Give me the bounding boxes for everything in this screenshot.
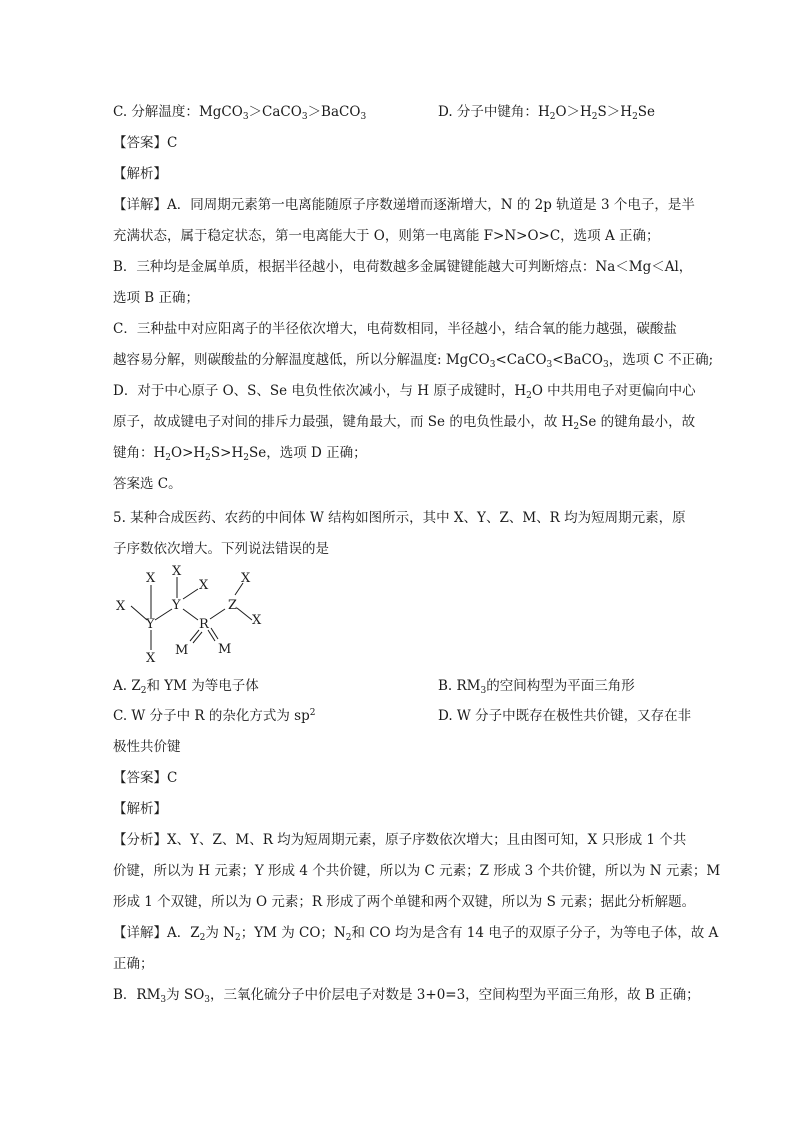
q5-analysis-heading: 【解析】 (113, 801, 167, 817)
q4-answer: 【答案】C (113, 135, 178, 151)
q5-fenxi-line3: 形成 1 个双键，所以为 O 元素；R 形成了两个单键和两个双键，所以为 S 元素；据此分析解题。 (113, 894, 696, 910)
bond-ylower-xleft (131, 606, 147, 620)
bond-yupper-r (183, 609, 198, 620)
q5-option-b: B. $RM_3$的空间构型为平面三角形 (438, 678, 635, 696)
q5-detail-b-line1: B．$RM_3$为 $SO_3$，三氧化硫分子中价层电子对数是 3+0=3，空间构型为平面三角形，故 B 正确； (113, 987, 700, 1005)
atom-m: M (175, 643, 189, 658)
q4-detail-c-line1: C．三种盐中对应阳离子的半径依次增大，电荷数相同，半径越小，结合氧的能力越强，碳酸盐 (113, 321, 677, 337)
q5-option-d-line2: 极性共价键 (113, 739, 181, 755)
q4-option-c: C. 分解温度：MgCO$_3$＞CaCO$_3$＞BaCO$_3$ (113, 104, 367, 122)
q4-detail-c-line2: 越容易分解，则碳酸盐的分解温度越低，所以分解温度: MgCO$_3$<CaCO$_3$<BaCO$_3$，选项 C 不正确; (113, 352, 714, 370)
atom-x: X (252, 613, 262, 628)
bond-z-xright (237, 608, 252, 620)
molecule-structure-diagram (113, 562, 273, 662)
q5-answer: 【答案】C (113, 770, 178, 786)
double-bond-r-mright-1 (208, 630, 215, 641)
atom-x: X (241, 571, 251, 586)
q5-fenxi-line1: 【分析】X、Y、Z、M、R 均为短周期元素，原子序数依次增大；且由图可知，X 只形成 1 个共 (113, 832, 687, 848)
q4-option-d: D. 分子中键角：$H_2O>H_2S>H_2Se$ (438, 104, 656, 122)
q4-detail-b-line1: B．三种均是金属单质，根据半径越小，电荷数越多金属键键能越大可判断熔点：Na＜Mg＜Al， (113, 259, 693, 275)
bond-r-z (210, 609, 225, 619)
bond-yupper-xright (183, 589, 198, 599)
atom-x: X (146, 571, 156, 586)
q4-detail-a-line2: 充满状态，属于稳定状态，第一电离能大于 O，则第一电离能 F>N>O>C，选项 A 正确； (113, 228, 660, 244)
q4-final-answer: 答案选 C。 (113, 476, 182, 492)
q4-detail-b-line2: 选项 B 正确； (113, 290, 200, 306)
double-bond-r-mleft-1 (190, 630, 199, 641)
atom-x: X (146, 651, 156, 662)
q4-detail-a-line1: 【详解】A．同周期元素第一电离能随原子序数递增而逐渐增大，N 的 2p 轨道是 3 个电子，是半 (113, 197, 695, 213)
atom-y: Y (146, 617, 155, 632)
atom-m: M (218, 642, 232, 657)
q4-detail-d-line1: D．对于中心原子 O、S、Se 电负性依次减小，与 H 原子成键时，$H_2O$ 中共用电子对更偏向中心 (113, 383, 696, 401)
q5-option-c: C. W 分子中 R 的杂化方式为 $sp^2$ (113, 708, 316, 724)
atom-x: X (116, 599, 126, 614)
q5-detail-a-line1: 【详解】A．$Z_2$为 $N_2$；YM 为 CO；$N_2$和 CO 均为是含有 14 电子的双原子分子，为等电子体，故 A (113, 925, 719, 943)
q5-stem-line2: 子序数依次增大。下列说法错误的是 (113, 541, 329, 557)
atom-x: X (172, 564, 182, 579)
double-bond-r-mleft-2 (193, 632, 202, 643)
atom-r: R (199, 617, 209, 632)
q5-stem-line1: 5. 某种合成医药、农药的中间体 W 结构如图所示，其中 X、Y、Z、M、R 均为短周期元素，原 (113, 510, 686, 526)
atom-x: X (199, 578, 209, 593)
atom-y: Y (172, 598, 181, 613)
q4-detail-d-line3: 键角：$H_2O>H_2S>H_2Se$，选项 D 正确； (113, 445, 367, 463)
q5-fenxi-line2: 价键，所以为 H 元素；Y 形成 4 个共价键，所以为 C 元素；Z 形成 3 个共价键，所以为 N 元素；M (113, 863, 721, 879)
bond-ylower-yupper (155, 609, 172, 620)
q4-analysis-heading: 【解析】 (113, 166, 167, 182)
atom-z: Z (228, 598, 238, 613)
q4-detail-d-line2: 原子，故成键电子对间的排斥力最强，键角最大，而 Se 的电负性最小，故 $H_2Se$ 的键角最小，故 (113, 414, 696, 432)
q5-detail-a-line2: 正确； (113, 956, 154, 972)
double-bond-r-mright-2 (211, 628, 218, 639)
q5-option-a: A. $Z_2$和 YM 为等电子体 (113, 678, 259, 696)
q5-option-d-line1: D. W 分子中既存在极性共价键，又存在非 (438, 708, 692, 724)
